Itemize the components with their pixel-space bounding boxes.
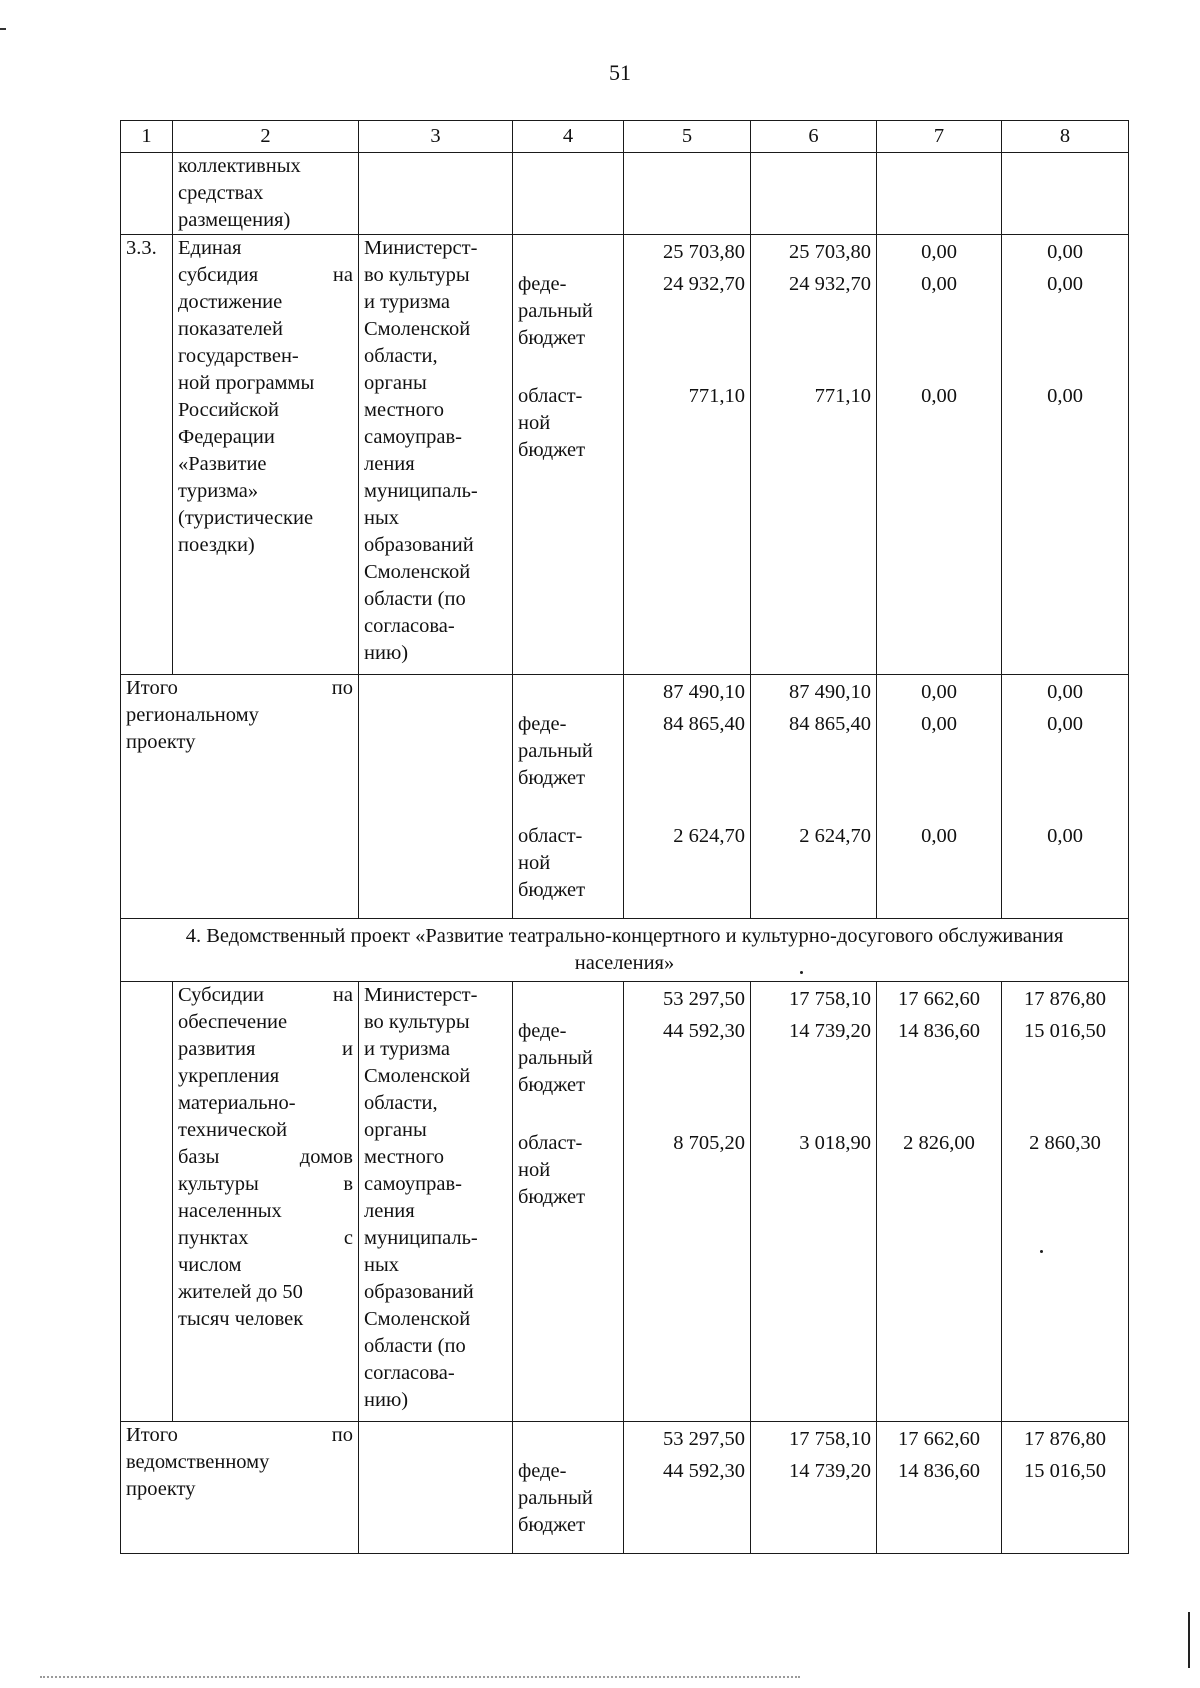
value-federal: 14 739,20 xyxy=(789,1460,871,1482)
row-source xyxy=(513,1422,624,1554)
value-col-5 xyxy=(624,235,751,675)
value-col-5 xyxy=(624,982,751,1422)
name-word: обеспечение xyxy=(178,1011,288,1033)
name-word: домов xyxy=(299,1146,353,1168)
name-word: технической xyxy=(178,1119,288,1141)
value-federal: 84 865,40 xyxy=(663,713,745,735)
scan-speck xyxy=(1040,1250,1043,1253)
value-federal: 0,00 xyxy=(921,273,957,295)
row-executor xyxy=(359,153,513,235)
value-federal: 14 836,60 xyxy=(898,1020,980,1042)
name-line xyxy=(178,1279,353,1306)
value-regional: 2 624,70 xyxy=(673,825,745,847)
total-word: по xyxy=(331,677,353,699)
total-label-line xyxy=(126,675,353,702)
source-federal: феде- ральный бюджет xyxy=(518,1460,593,1536)
source-federal: феде- ральный бюджет xyxy=(518,273,593,349)
value-total: 0,00 xyxy=(921,241,957,263)
row-number xyxy=(121,982,173,1422)
total-label-line xyxy=(126,1422,353,1449)
value-total: 87 490,10 xyxy=(663,681,745,703)
value-federal: 15 016,50 xyxy=(1024,1460,1106,1482)
name-word: в xyxy=(343,1173,353,1195)
name-line xyxy=(178,1009,353,1036)
table-row xyxy=(121,982,1129,1422)
row-value xyxy=(1002,153,1129,235)
table-row xyxy=(121,153,1129,235)
name-line xyxy=(178,982,353,1009)
scan-artifact-bar xyxy=(1188,1612,1190,1668)
value-total: 0,00 xyxy=(921,681,957,703)
total-label xyxy=(121,675,359,919)
total-word: по xyxy=(331,1424,353,1446)
total-label-rest: ведомственному проекту xyxy=(126,1451,270,1500)
value-federal: 24 932,70 xyxy=(663,273,745,295)
row-value xyxy=(751,153,877,235)
value-col-6 xyxy=(751,675,877,919)
name-line xyxy=(178,1117,353,1144)
row-name xyxy=(173,235,359,675)
value-regional: 771,10 xyxy=(688,385,745,407)
name-rest: достижение показателей государствен- ной программы Российской Федерации «Развитие туризма» (туристические поездки) xyxy=(178,291,315,556)
name-word: тысяч человек xyxy=(178,1308,304,1330)
value-regional: 8 705,20 xyxy=(673,1132,745,1154)
value-federal: 15 016,50 xyxy=(1024,1020,1106,1042)
name-word: Субсидии xyxy=(178,984,265,1006)
source-federal: феде- ральный бюджет xyxy=(518,1020,593,1096)
total-label xyxy=(121,1422,359,1554)
name-line xyxy=(178,262,353,289)
name-word: на xyxy=(332,984,353,1006)
value-total: 17 758,10 xyxy=(789,988,871,1010)
source-spacer xyxy=(518,235,618,267)
value-federal: 84 865,40 xyxy=(789,713,871,735)
value-regional: 3 018,90 xyxy=(799,1132,871,1154)
row-executor: Министерст- во культуры и туризма Смоленской области, органы местного самоуправ- ления муниципаль- ных образований Смоленской области (по согласова- нию) xyxy=(359,235,513,675)
name-word: пунктах xyxy=(178,1227,249,1249)
row-number xyxy=(121,153,173,235)
value-regional: 2 860,30 xyxy=(1029,1132,1101,1154)
header-cell: 3 xyxy=(359,121,513,153)
value-col-6 xyxy=(751,1422,877,1554)
value-total: 25 703,80 xyxy=(663,241,745,263)
value-total: 17 662,60 xyxy=(898,988,980,1010)
value-regional: 0,00 xyxy=(1047,385,1083,407)
value-regional: 0,00 xyxy=(1047,825,1083,847)
value-federal: 44 592,30 xyxy=(663,1020,745,1042)
value-total: 17 876,80 xyxy=(1024,1428,1106,1450)
name-word: базы xyxy=(178,1146,220,1168)
name-word: на xyxy=(332,264,353,286)
value-regional: 0,00 xyxy=(921,385,957,407)
value-total: 53 297,50 xyxy=(663,988,745,1010)
source-federal: феде- ральный бюджет xyxy=(518,713,593,789)
value-col-7 xyxy=(877,675,1002,919)
value-total: 17 758,10 xyxy=(789,1428,871,1450)
name-line xyxy=(178,1171,353,1198)
name-line xyxy=(178,1063,353,1090)
value-col-5 xyxy=(624,675,751,919)
row-executor xyxy=(359,675,513,919)
name-word: с xyxy=(343,1227,353,1249)
name-line xyxy=(178,1144,353,1171)
name-word: культуры xyxy=(178,1173,259,1195)
row-name: коллективных средствах размещения) xyxy=(173,153,359,235)
scan-artifact-mark xyxy=(0,28,6,30)
name-line: Единая xyxy=(178,237,242,259)
value-regional: 0,00 xyxy=(921,825,957,847)
header-cell: 4 xyxy=(513,121,624,153)
table-row xyxy=(121,675,1129,919)
value-regional: 2 624,70 xyxy=(799,825,871,847)
source-spacer xyxy=(518,675,618,707)
name-word: и xyxy=(342,1038,353,1060)
header-cell: 7 xyxy=(877,121,1002,153)
name-line xyxy=(178,1090,353,1117)
page-number: 51 xyxy=(609,60,631,85)
value-col-6 xyxy=(751,235,877,675)
name-word: укрепления xyxy=(178,1065,280,1087)
name-word: населенных xyxy=(178,1200,282,1222)
value-col-8 xyxy=(1002,235,1129,675)
name-word: жителей до 50 xyxy=(178,1281,303,1303)
row-source xyxy=(513,153,624,235)
source-regional: област- ной бюджет xyxy=(518,385,586,461)
row-number: 3.3. xyxy=(121,235,173,675)
row-source xyxy=(513,675,624,919)
value-col-7 xyxy=(877,1422,1002,1554)
name-line xyxy=(178,1306,353,1333)
value-total: 53 297,50 xyxy=(663,1428,745,1450)
value-total: 17 876,80 xyxy=(1024,988,1106,1010)
scan-artifact-bottom xyxy=(40,1676,800,1678)
header-cell: 2 xyxy=(173,121,359,153)
row-executor: Министерст- во культуры и туризма Смоленской области, органы местного самоуправ- ления муниципаль- ных образований Смоленской области (по согласова- нию) xyxy=(359,982,513,1422)
header-cell: 5 xyxy=(624,121,751,153)
table-row xyxy=(121,1422,1129,1554)
value-federal: 0,00 xyxy=(1047,273,1083,295)
row-value xyxy=(877,153,1002,235)
name-line xyxy=(178,1225,353,1252)
name-word: развития xyxy=(178,1038,256,1060)
header-cell: 8 xyxy=(1002,121,1129,153)
value-regional: 2 826,00 xyxy=(903,1132,975,1154)
source-spacer xyxy=(518,982,618,1014)
total-word: Итого xyxy=(126,677,178,699)
scan-speck xyxy=(800,971,803,974)
source-regional: област- ной бюджет xyxy=(518,1132,586,1208)
value-col-7 xyxy=(877,982,1002,1422)
value-federal: 14 836,60 xyxy=(898,1460,980,1482)
row-value xyxy=(624,153,751,235)
section-title: 4. Ведомственный проект «Развитие театрально-концертного и культурно-досугового обслуживания населения» xyxy=(121,919,1129,982)
value-col-8 xyxy=(1002,1422,1129,1554)
value-federal: 14 739,20 xyxy=(789,1020,871,1042)
value-col-7 xyxy=(877,235,1002,675)
value-regional: 771,10 xyxy=(814,385,871,407)
name-word: субсидия xyxy=(178,264,259,286)
name-word: числом xyxy=(178,1254,242,1276)
value-federal: 0,00 xyxy=(1047,713,1083,735)
total-word: Итого xyxy=(126,1424,178,1446)
name-line xyxy=(178,1198,353,1225)
table-row xyxy=(121,235,1129,675)
name-line xyxy=(178,1252,353,1279)
source-regional: област- ной бюджет xyxy=(518,825,586,901)
row-source xyxy=(513,235,624,675)
row-executor xyxy=(359,1422,513,1554)
source-spacer xyxy=(518,1422,618,1454)
value-col-5 xyxy=(624,1422,751,1554)
name-line xyxy=(178,1036,353,1063)
name-word: материально- xyxy=(178,1092,296,1114)
row-source xyxy=(513,982,624,1422)
value-total: 17 662,60 xyxy=(898,1428,980,1450)
value-federal: 0,00 xyxy=(921,713,957,735)
value-total: 0,00 xyxy=(1047,681,1083,703)
row-name xyxy=(173,982,359,1422)
header-row xyxy=(121,121,1129,153)
value-total: 87 490,10 xyxy=(789,681,871,703)
budget-table xyxy=(120,120,1129,1554)
header-cell: 1 xyxy=(121,121,173,153)
section-row xyxy=(121,919,1129,982)
total-label-rest: региональному проекту xyxy=(126,704,259,753)
value-federal: 24 932,70 xyxy=(789,273,871,295)
value-col-8 xyxy=(1002,982,1129,1422)
value-col-8 xyxy=(1002,675,1129,919)
value-total: 0,00 xyxy=(1047,241,1083,263)
header-cell: 6 xyxy=(751,121,877,153)
value-col-6 xyxy=(751,982,877,1422)
value-federal: 44 592,30 xyxy=(663,1460,745,1482)
value-total: 25 703,80 xyxy=(789,241,871,263)
